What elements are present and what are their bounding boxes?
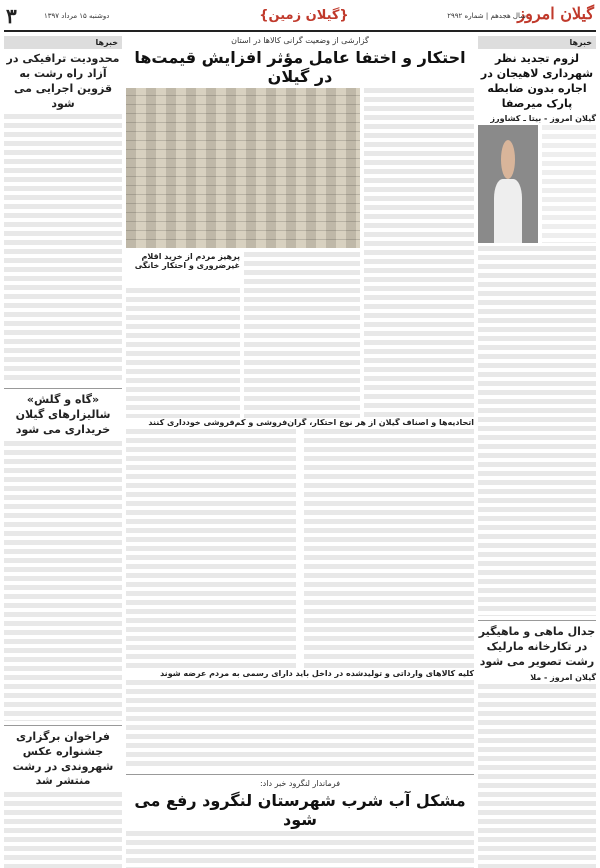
bottom-kicker: فرماندار لنگرود خبر داد: — [259, 779, 341, 788]
article-headline: احتکار و اختفا عامل مؤثر افزایش قیمت‌ها در گیلان — [134, 48, 466, 86]
left-news-column — [4, 36, 122, 864]
publication-date: دوشنبه ۱۵ مرداد ۱۳۹۷ — [44, 12, 110, 20]
article-kicker: گزارشی از وضعیت گرانی کالاها در استان — [231, 36, 369, 45]
story-byline: گیلان امروز - بیتا ـ کشاورز — [490, 114, 596, 124]
story-byline: گیلان امروز - ملا — [530, 672, 596, 682]
right-news-column — [478, 36, 596, 864]
story-title: «گاه و گلش» شالیزارهای گیلان خریداری می شود — [15, 393, 111, 437]
newspaper-logo: گیلان امروز — [517, 4, 594, 23]
story-title: لزوم تجدید نظر شهرداری لاهیجان در اجاره بدون ضابطه پارک میرصفا — [480, 52, 594, 110]
page-number: ۳ — [6, 4, 17, 28]
story-body — [4, 114, 122, 384]
right-section-label: خبرها — [478, 36, 596, 49]
story-title: محدودیت ترافیکی در آزاد راه رشت به قزوین اجرایی می شود — [6, 52, 120, 110]
story-body — [4, 792, 122, 868]
story-body — [478, 246, 596, 616]
warehouse-photo — [126, 88, 360, 248]
article-body — [364, 88, 474, 418]
bottom-headline: مشکل آب شرب شهرستان لنگرود رفع می شود — [134, 791, 466, 829]
article-body — [126, 429, 296, 669]
article-body — [126, 831, 474, 868]
story-title: جدال ماهی و ماهیگیر در تکارخانه مارلیک رشت تصویر می شود — [478, 625, 596, 669]
section-title: {گیلان زمین} — [259, 8, 349, 23]
masthead — [4, 4, 596, 32]
article-body — [304, 429, 474, 669]
person-photo — [478, 125, 538, 243]
pull-quote: اتحادیه‌ها و اصناف گیلان از هر نوع احتکار، گران‌فروشی و کم‌فروشی خودداری کنند — [148, 418, 474, 427]
issue-number: سال هجدهم | شماره ۲۹۹۲ — [447, 12, 526, 20]
story-body — [542, 125, 596, 243]
story-body — [4, 441, 122, 721]
story-title: فراخوان برگزاری جشنواره عکس شهروندی در رشت منتشر شد — [12, 729, 114, 788]
pull-quote: پرهیز مردم از خرید اقلام غیرضروری و احتکار خانگی — [134, 252, 240, 270]
article-body — [244, 252, 360, 418]
left-section-label: خبرها — [4, 36, 122, 49]
article-body — [126, 680, 474, 770]
sub-heading: کلیه کالاهای وارداتی و تولیدشده در داخل باید دارای رسمی به مردم عرضه شوند — [160, 669, 474, 678]
article-body — [126, 288, 240, 418]
main-article — [126, 36, 474, 864]
story-body — [478, 684, 596, 868]
